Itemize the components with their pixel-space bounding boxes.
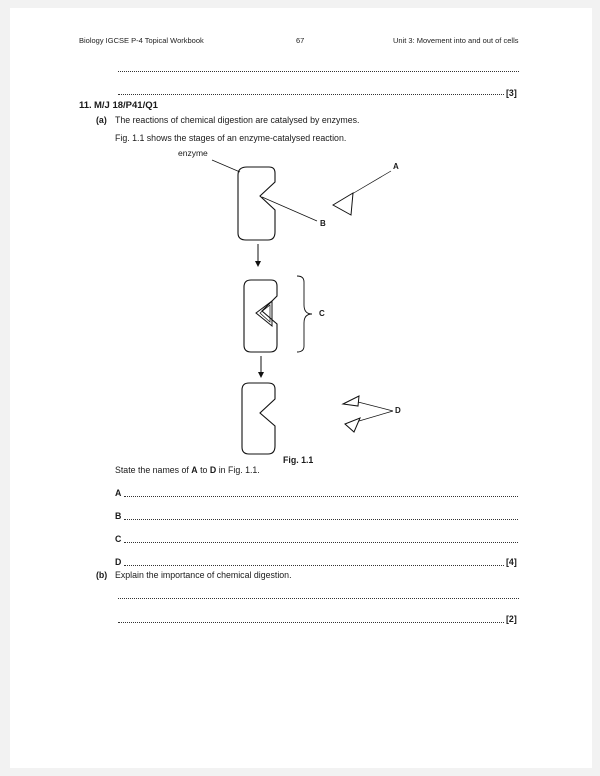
label-d-leader-2 [359, 411, 393, 421]
answer-line-b[interactable] [124, 519, 518, 520]
header-right: Unit 3: Movement into and out of cells [393, 36, 519, 45]
brace-c [297, 276, 312, 352]
label-d-leader-1 [358, 402, 393, 411]
answer-prompt: State the names of A to D in Fig. 1.1. [115, 465, 260, 475]
enzyme-stage-1 [238, 167, 275, 240]
label-a: A [393, 162, 399, 171]
label-a-leader [352, 171, 391, 194]
figure-intro: Fig. 1.1 shows the stages of an enzyme-catalysed reaction. [115, 133, 347, 143]
arrow-2-head [258, 372, 264, 378]
label-b-leader [262, 197, 317, 221]
part-b-text: Explain the importance of chemical digestion. [115, 570, 292, 580]
arrow-1-head [255, 261, 261, 267]
figure-caption: Fig. 1.1 [283, 455, 314, 465]
answer-label-a: A [115, 488, 122, 498]
answer-line[interactable] [118, 622, 504, 623]
answer-label-d: D [115, 557, 122, 567]
part-b-marks: [2] [506, 614, 517, 624]
part-b-label: (b) [96, 570, 108, 580]
answer-line-d[interactable] [124, 565, 504, 566]
label-c: C [319, 309, 325, 318]
enzyme-stage-3 [242, 383, 275, 454]
enzyme-leader [212, 160, 240, 172]
answer-line-c[interactable] [124, 542, 518, 543]
answer-line[interactable] [118, 598, 519, 599]
label-d: D [395, 406, 401, 415]
label-b: B [320, 219, 326, 228]
question-code: M/J 18/P41/Q1 [94, 100, 158, 111]
substrate-a [333, 193, 353, 215]
part-a-text: The reactions of chemical digestion are catalysed by enzymes. [115, 115, 360, 125]
answer-line-a[interactable] [124, 496, 518, 497]
header-page-number: 67 [296, 36, 305, 45]
question-number: 11. [79, 100, 92, 111]
header-left: Biology IGCSE P-4 Topical Workbook [79, 36, 204, 45]
product-d-1 [343, 396, 359, 406]
part-a-label: (a) [96, 115, 107, 125]
part-a-marks: [4] [506, 557, 517, 567]
answer-label-c: C [115, 534, 122, 544]
substrate-in-active-site [256, 301, 272, 326]
label-enzyme: enzyme [178, 148, 208, 158]
product-d-2 [345, 418, 360, 432]
answer-label-b: B [115, 511, 122, 521]
marks-label: [3] [506, 88, 517, 98]
